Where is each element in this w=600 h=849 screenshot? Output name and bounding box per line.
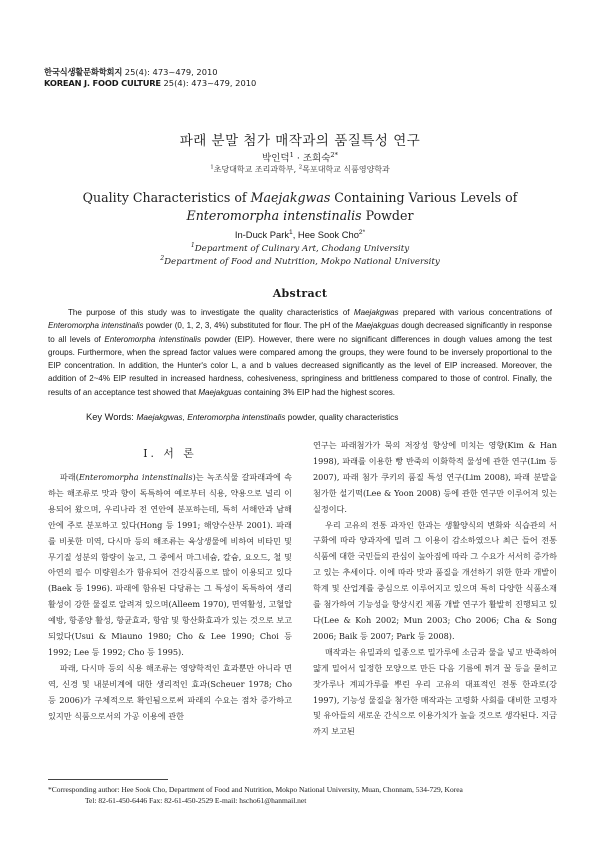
paragraph: 파래, 다시마 등의 식용 해조류는 영양학적인 효과뿐만 아니라 면역, 신경 및 내분비계에 대한 생리적인 효과(Scheuer 1978; Cho 등 2006)가 구체적으로 확인됨으로써 파래의 수요는 점차 증가하고 있지만 식품으로서의 가공 이용에 관한 xyxy=(48,662,292,721)
author-separator: · xyxy=(293,153,303,164)
paragraph: 매작과는 유밀과의 일종으로 밀가루에 소금과 물을 넣고 반죽하여 얇게 밀어서 일정한 모양으로 만든 다음 기름에 튀겨 꿀 등을 묻히고 잣가루나 계피가루를 뿌린 우리 고유의 대표적인 전통 한과로(강 1997), 기능성 물질을 첨가한 매작과는 고령화 사회를 대비한 고령자 및 유아들의 새로운 간식으로 이용가치가 높을 것으로 생각된다. 지금까지 보고된 xyxy=(313,646,557,737)
body-column-right xyxy=(313,438,557,740)
abstract-italic: Maejakguas xyxy=(355,321,399,331)
abstract-body xyxy=(48,306,552,399)
footnote-line-1: *Corresponding author: Hee Sook Cho, Department of Food and Nutrition, Mokpo National University, Muan, Chonnam, 534-729, Korea xyxy=(48,785,463,794)
english-author-1-sup: 1 xyxy=(289,228,293,236)
keywords-label: Key Words: xyxy=(86,412,137,422)
english-affil-sup: 2 xyxy=(160,255,165,263)
paragraph-text: 파래( xyxy=(60,472,79,482)
abstract-text: dough decreased significantly in response to all levels of xyxy=(48,321,553,344)
english-title-part: Powder xyxy=(361,208,414,223)
journal-header xyxy=(44,67,256,89)
journal-english-name: KOREAN J. FOOD CULTURE xyxy=(44,78,161,88)
section-heading-introduction: Ⅰ. 서 론 xyxy=(143,447,197,460)
abstract-italic: Enteromorpha intenstinalis xyxy=(48,321,144,331)
journal-english-ref: 25(4): 473~479, 2010 xyxy=(160,78,257,88)
korean-affil-2: 목포대학교 식품영양학과 xyxy=(302,165,390,174)
paragraph: 연구는 파래첨가가 묵의 저장성 향상에 미치는 영향(Kim & Han 1998), 파래를 이용한 빵 반죽의 이화학적 물성에 관한 연구(Lim 등 2007), 파래 첨가 쿠키의 품질 특성 연구(Lim 2008), 파래 분말을 첨가한 설기떡(Lee & Yoon 2008) 등에 관한 연구만 이루어져 있는 실정이다. xyxy=(313,440,557,514)
english-title-line-2 xyxy=(0,207,600,225)
korean-affil-1-sup: 1 xyxy=(210,164,214,171)
korean-author-1-sup: 1 xyxy=(289,150,294,159)
journal-korean-ref: 25(4): 473~479, 2010 xyxy=(122,67,218,77)
footnote xyxy=(48,784,463,806)
korean-author-2: 조희숙 xyxy=(302,153,331,164)
english-affil-text: Department of Culinary Art, Chodang University xyxy=(194,244,410,254)
english-affil-text: Department of Food and Nutrition, Mokpo National University xyxy=(164,257,440,267)
english-title-line-1 xyxy=(0,189,600,207)
english-title xyxy=(0,189,600,225)
english-affiliation-2 xyxy=(0,257,600,267)
english-author-2: , Hee Sook Cho xyxy=(292,229,359,240)
footnote-line-2: Tel: 82-61-450-6446 Fax: 82-61-450-2529 E-mail: hscho61@hanmail.net xyxy=(85,796,307,805)
english-title-part: Quality Characteristics of xyxy=(82,190,251,205)
korean-affil-1: 초당대학교 조리과학부, xyxy=(213,165,299,174)
keywords xyxy=(86,412,398,422)
footnote-rule xyxy=(48,779,168,780)
keywords-text: powder, quality characteristics xyxy=(285,412,399,422)
abstract-italic: Enteromorpha intenstinalis xyxy=(104,334,201,344)
korean-author-1: 박인덕 xyxy=(262,153,290,164)
journal-english-line xyxy=(44,78,256,89)
paragraph xyxy=(48,470,292,661)
english-affiliation-1 xyxy=(0,244,600,254)
abstract-heading: Abstract xyxy=(272,287,328,300)
korean-authors xyxy=(0,150,600,164)
korean-affil-2-sup: 2 xyxy=(298,164,303,171)
abstract-text: powder (EIP). However, there were no significant differences in dough values among the test groups. Furthermore, when the spread factor values were compared among the groups, they were found to be inversely proportional to the EIP concentration. In addition, the Hunter's color L, a and b values decreased significantly as the level of EIP increased. Moreover, the addition of 2~4% EIP resulted in increased hardness, cohesiveness, springiness and brittleness compared to those of control. Finally, the results of an acceptance test showed that xyxy=(48,334,552,397)
journal-korean-name: 한국식생활문화학회지 xyxy=(44,67,123,77)
english-authors xyxy=(0,229,600,240)
keywords-italic: Maejakgwas, Enteromorpha intenstinalis xyxy=(136,412,286,422)
body-column-left xyxy=(48,470,292,725)
abstract-text: prepared with various concentrations of xyxy=(398,308,552,317)
english-title-part: Containing Various Levels of xyxy=(330,190,518,205)
abstract-italic: Maejakgwas xyxy=(353,308,399,317)
korean-affiliations xyxy=(0,164,600,175)
abstract-text: containing 3% EIP had the highest scores. xyxy=(241,387,395,397)
english-title-italic: Enteromorpha intenstinalis xyxy=(186,208,362,223)
korean-title: 파래 분말 첨가 매작과의 품질특성 연구 xyxy=(179,133,421,149)
korean-author-2-sup: 2* xyxy=(330,150,338,159)
paragraph-italic: Enteromorpha intenstinalis xyxy=(78,472,193,482)
english-affil-sup: 1 xyxy=(190,242,195,250)
english-author-2-sup: 2* xyxy=(358,228,366,236)
abstract-text: powder (0, 1, 2, 3, 4%) substituted for flour. The pH of the xyxy=(143,321,356,331)
journal-korean-line xyxy=(44,67,256,78)
abstract-text: The purpose of this study was to investigate the quality characteristics of xyxy=(68,308,354,317)
english-title-italic: Maejakgwas xyxy=(250,190,331,205)
paragraph-text: )는 녹조식물 갈파래과에 속하는 해조류로 맛과 향이 독특하여 예로부터 식용, 약용으로 널리 이용되어 왔으며, 우리나라 전 연안에 분포하는데, 특히 서해안과 남해안에 주로 분포하고 있다(Hong 등 1991; 해양수산부 2001). 파래를 비롯한 미역, 다시마 등의 해조류는 육상생물에 비하여 비타민 및 무기질 성분의 함량이 높고, 그 중에서 마그네슘, 칼슘, 요오드, 철 및 아연의 필수 미량원소가 함유되어 건강식품으로 많이 이용되고 있다(Baek 등 1996). 파래에 함유된 다당류는 그 특성이 독특하여 생리활성이 강한 물질로 알려져 있으며(Alleem 1970), 면역활성, 고혈압 예방, 항종양 활성, 항균효과, 항암 및 항산화효과가 있는 것으로 보고되었다(Usui & Miauno 1980; Cho & Lee 1990; Choi 등 1992; Lee 등 1992; Cho 등 1995). xyxy=(48,472,293,657)
abstract-italic: Maejakguas xyxy=(198,387,242,397)
english-author-1: In-Duck Park xyxy=(234,229,290,240)
paragraph: 우리 고유의 전통 과자인 한과는 생활양식의 변화와 식습관의 서구화에 따라 양과자에 밀려 그 이용이 감소하였으나 최근 들어 전통 식품에 대한 국민들의 관심이 높아짐에 따라 그 수요가 서서히 증가하고 있는 추세이다. 이에 따라 맛과 품질을 개선하기 위한 한과 개발이 학계 및 산업계를 중심으로 이루어지고 있으며 특히 다양한 식품소재를 첨가하여 기능성을 향상시킨 제품 개발 연구가 활발히 진행되고 있다(Lee & Koh 2002; Mun 2003; Cho 2006; Cha & Song 2006; Baik 등 2007; Park 등 2008). xyxy=(313,519,557,641)
